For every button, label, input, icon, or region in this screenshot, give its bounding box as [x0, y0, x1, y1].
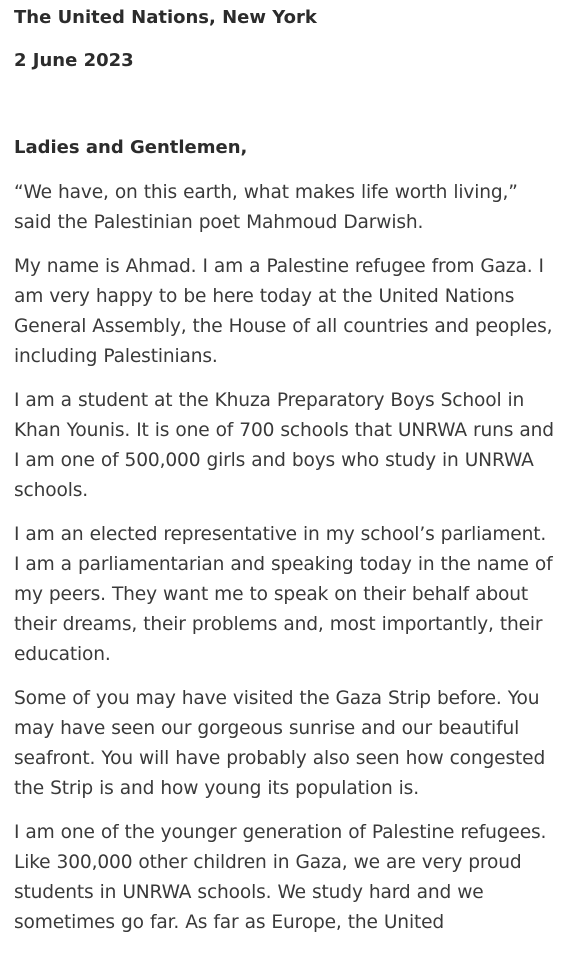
- paragraph-5: Some of you may have visited the Gaza Strip before. You may have seen our gorgeous sunrise and our beautiful seafront. You will have probably also seen how congested the Strip is and how young its population is.: [14, 688, 546, 799]
- speech-document: [14, 0, 554, 938]
- speech-date: 2 June 2023: [14, 50, 134, 71]
- paragraph-2: My name is Ahmad. I am a Palestine refugee from Gaza. I am very happy to be here today at the United Nations General Assembly, the House of all countries and peoples, including Palestinians.: [14, 256, 553, 367]
- paragraph-4: I am an elected representative in my school’s parliament. I am a parliamentarian and speaking today in the name of my peers. They want me to speak on their behalf about their dreams, their problems and, most importantly, their education.: [14, 524, 553, 665]
- salutation: Ladies and Gentlemen,: [14, 137, 248, 158]
- paragraph-1: “We have, on this earth, what makes life worth living,” said the Palestinian poet Mahmoud Darwish.: [14, 182, 518, 233]
- paragraph-3: I am a student at the Khuza Preparatory Boys School in Khan Younis. It is one of 700 schools that UNRWA runs and I am one of 500,000 girls and boys who study in UNRWA schools.: [14, 390, 554, 501]
- speech-location: The United Nations, New York: [14, 7, 317, 28]
- paragraph-6: I am one of the younger generation of Palestine refugees. Like 300,000 other children in Gaza, we are very proud students in UNRWA schools. We study hard and we sometimes go far. As far as Europe, the United: [14, 822, 547, 933]
